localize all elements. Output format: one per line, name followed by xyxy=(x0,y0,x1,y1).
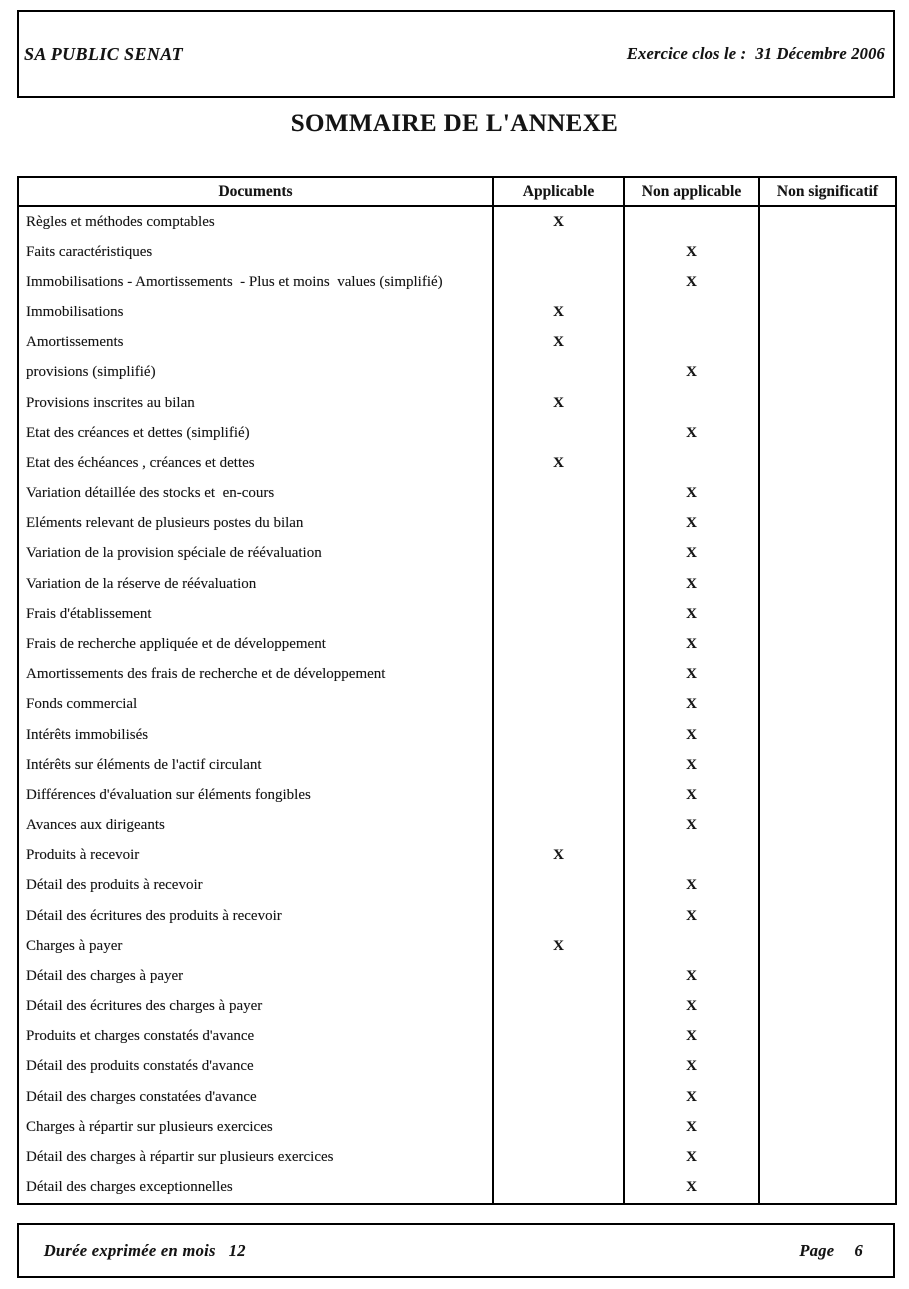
non-applicable-cell: X xyxy=(624,720,759,750)
table-row xyxy=(18,1022,896,1052)
non-applicable-cell: X xyxy=(624,780,759,810)
annex-summary-table xyxy=(17,176,897,1205)
page-info xyxy=(782,1221,863,1281)
non-applicable-cell xyxy=(624,328,759,358)
non-significatif-cell xyxy=(759,358,896,388)
document-cell: Détail des écritures des produits à recevoir xyxy=(18,901,493,931)
document-cell: Détail des écritures des charges à payer xyxy=(18,991,493,1021)
applicable-cell xyxy=(493,569,624,599)
document-cell: Faits caractéristiques xyxy=(18,237,493,267)
applicable-cell xyxy=(493,660,624,690)
applicable-cell xyxy=(493,1173,624,1204)
col-header-documents: Documents xyxy=(18,177,493,206)
table-row xyxy=(18,660,896,690)
non-significatif-cell xyxy=(759,539,896,569)
non-significatif-cell xyxy=(759,720,896,750)
non-applicable-cell: X xyxy=(624,1142,759,1172)
non-significatif-cell xyxy=(759,780,896,810)
table-row xyxy=(18,388,896,418)
table-row xyxy=(18,961,896,991)
non-applicable-cell: X xyxy=(624,750,759,780)
document-cell: Amortissements xyxy=(18,328,493,358)
table-row xyxy=(18,298,896,328)
applicable-cell xyxy=(493,358,624,388)
non-significatif-cell xyxy=(759,690,896,720)
page-number: 6 xyxy=(854,1240,863,1260)
document-cell: Avances aux dirigeants xyxy=(18,810,493,840)
applicable-cell: X xyxy=(493,931,624,961)
applicable-cell xyxy=(493,629,624,659)
table-row xyxy=(18,328,896,358)
duration-label: Durée exprimée en mois xyxy=(43,1240,216,1260)
document-cell: Amortissements des frais de recherche et de développement xyxy=(18,660,493,690)
non-significatif-cell xyxy=(759,629,896,659)
non-significatif-cell xyxy=(759,418,896,448)
applicable-cell xyxy=(493,1112,624,1142)
table-row xyxy=(18,690,896,720)
applicable-cell xyxy=(493,267,624,297)
non-applicable-cell: X xyxy=(624,810,759,840)
document-cell: Etat des créances et dettes (simplifié) xyxy=(18,418,493,448)
page-label: Page xyxy=(799,1240,835,1260)
non-applicable-cell: X xyxy=(624,267,759,297)
non-significatif-cell xyxy=(759,479,896,509)
footer-box xyxy=(17,1223,895,1278)
non-significatif-cell xyxy=(759,961,896,991)
document-cell: Règles et méthodes comptables xyxy=(18,206,493,237)
applicable-cell xyxy=(493,690,624,720)
table-row xyxy=(18,539,896,569)
document-cell: Fonds commercial xyxy=(18,690,493,720)
table-row xyxy=(18,750,896,780)
table-row xyxy=(18,1112,896,1142)
document-cell: Charges à répartir sur plusieurs exercices xyxy=(18,1112,493,1142)
non-significatif-cell xyxy=(759,267,896,297)
table-row xyxy=(18,1173,896,1204)
document-cell: Détail des charges à répartir sur plusieurs exercices xyxy=(18,1142,493,1172)
non-significatif-cell xyxy=(759,1142,896,1172)
applicable-cell: X xyxy=(493,298,624,328)
non-significatif-cell xyxy=(759,991,896,1021)
table-row xyxy=(18,418,896,448)
non-applicable-cell xyxy=(624,448,759,478)
document-cell: Produits à recevoir xyxy=(18,841,493,871)
page-title: SOMMAIRE DE L'ANNEXE xyxy=(290,110,619,137)
non-significatif-cell xyxy=(759,1022,896,1052)
document-cell: Intérêts immobilisés xyxy=(18,720,493,750)
non-applicable-cell: X xyxy=(624,660,759,690)
table-row xyxy=(18,901,896,931)
non-applicable-cell: X xyxy=(624,901,759,931)
table-row xyxy=(18,780,896,810)
document-cell: Charges à payer xyxy=(18,931,493,961)
non-significatif-cell xyxy=(759,901,896,931)
table-row xyxy=(18,267,896,297)
applicable-cell xyxy=(493,810,624,840)
applicable-cell xyxy=(493,1022,624,1052)
company-name: SA PUBLIC SENAT xyxy=(24,43,184,64)
document-cell: Détail des charges à payer xyxy=(18,961,493,991)
fiscal-year-end xyxy=(610,24,886,84)
duration-value: 12 xyxy=(228,1240,246,1260)
non-applicable-cell: X xyxy=(624,1112,759,1142)
non-applicable-cell xyxy=(624,931,759,961)
non-significatif-cell xyxy=(759,509,896,539)
non-applicable-cell: X xyxy=(624,358,759,388)
non-applicable-cell: X xyxy=(624,509,759,539)
applicable-cell xyxy=(493,780,624,810)
non-significatif-cell xyxy=(759,388,896,418)
non-applicable-cell xyxy=(624,298,759,328)
non-significatif-cell xyxy=(759,871,896,901)
table-row xyxy=(18,448,896,478)
non-significatif-cell xyxy=(759,328,896,358)
non-applicable-cell: X xyxy=(624,1173,759,1204)
document-cell: Variation de la réserve de réévaluation xyxy=(18,569,493,599)
applicable-cell xyxy=(493,509,624,539)
non-significatif-cell xyxy=(759,1112,896,1142)
applicable-cell xyxy=(493,418,624,448)
non-significatif-cell xyxy=(759,1052,896,1082)
non-significatif-cell xyxy=(759,660,896,690)
table-row xyxy=(18,509,896,539)
document-cell: Intérêts sur éléments de l'actif circulant xyxy=(18,750,493,780)
table-row xyxy=(18,841,896,871)
non-significatif-cell xyxy=(759,810,896,840)
non-applicable-cell xyxy=(624,388,759,418)
document-cell: Variation détaillée des stocks et en-cours xyxy=(18,479,493,509)
applicable-cell: X xyxy=(493,841,624,871)
non-significatif-cell xyxy=(759,1082,896,1112)
document-cell: Détail des charges exceptionnelles xyxy=(18,1173,493,1204)
non-applicable-cell: X xyxy=(624,991,759,1021)
col-header-applicable: Applicable xyxy=(493,177,624,206)
non-significatif-cell xyxy=(759,206,896,237)
document-cell: Variation de la provision spéciale de réévaluation xyxy=(18,539,493,569)
applicable-cell xyxy=(493,1142,624,1172)
applicable-cell xyxy=(493,1052,624,1082)
non-applicable-cell: X xyxy=(624,1022,759,1052)
applicable-cell xyxy=(493,1082,624,1112)
non-significatif-cell xyxy=(759,841,896,871)
non-significatif-cell xyxy=(759,599,896,629)
non-significatif-cell xyxy=(759,237,896,267)
applicable-cell: X xyxy=(493,328,624,358)
table-row xyxy=(18,206,896,237)
non-applicable-cell: X xyxy=(624,237,759,267)
table-row xyxy=(18,629,896,659)
document-cell: provisions (simplifié) xyxy=(18,358,493,388)
document-cell: Frais d'établissement xyxy=(18,599,493,629)
non-applicable-cell: X xyxy=(624,599,759,629)
applicable-cell: X xyxy=(493,448,624,478)
document-cell: Immobilisations xyxy=(18,298,493,328)
fiscal-year-end-label: Exercice clos le : xyxy=(626,44,747,63)
table-row xyxy=(18,479,896,509)
duration-info xyxy=(26,1221,246,1281)
non-applicable-cell xyxy=(624,206,759,237)
applicable-cell xyxy=(493,991,624,1021)
applicable-cell xyxy=(493,901,624,931)
applicable-cell xyxy=(493,479,624,509)
col-header-non-significatif: Non significatif xyxy=(759,177,896,206)
non-applicable-cell: X xyxy=(624,569,759,599)
non-applicable-cell: X xyxy=(624,871,759,901)
non-applicable-cell: X xyxy=(624,539,759,569)
table-row xyxy=(18,1052,896,1082)
non-applicable-cell: X xyxy=(624,1052,759,1082)
document-cell: Détail des charges constatées d'avance xyxy=(18,1082,493,1112)
non-applicable-cell: X xyxy=(624,1082,759,1112)
document-cell: Produits et charges constatés d'avance xyxy=(18,1022,493,1052)
document-cell: Détail des produits à recevoir xyxy=(18,871,493,901)
non-applicable-cell xyxy=(624,841,759,871)
non-significatif-cell xyxy=(759,569,896,599)
document-cell: Eléments relevant de plusieurs postes du bilan xyxy=(18,509,493,539)
document-cell: Différences d'évaluation sur éléments fongibles xyxy=(18,780,493,810)
non-applicable-cell: X xyxy=(624,479,759,509)
applicable-cell xyxy=(493,961,624,991)
non-significatif-cell xyxy=(759,931,896,961)
non-applicable-cell: X xyxy=(624,418,759,448)
applicable-cell xyxy=(493,871,624,901)
table-body xyxy=(18,206,896,1204)
applicable-cell xyxy=(493,599,624,629)
applicable-cell: X xyxy=(493,388,624,418)
col-header-non-applicable: Non applicable xyxy=(624,177,759,206)
applicable-cell: X xyxy=(493,206,624,237)
non-significatif-cell xyxy=(759,1173,896,1204)
table-row xyxy=(18,871,896,901)
document-cell: Détail des produits constatés d'avance xyxy=(18,1052,493,1082)
applicable-cell xyxy=(493,539,624,569)
non-applicable-cell: X xyxy=(624,690,759,720)
table-row xyxy=(18,1082,896,1112)
fiscal-year-end-date: 31 Décembre 2006 xyxy=(755,44,885,63)
table-row xyxy=(18,991,896,1021)
table-row xyxy=(18,720,896,750)
document-cell: Immobilisations - Amortissements - Plus et moins values (simplifié) xyxy=(18,267,493,297)
table-row xyxy=(18,1142,896,1172)
non-applicable-cell: X xyxy=(624,961,759,991)
table-row xyxy=(18,599,896,629)
table-row xyxy=(18,810,896,840)
table-row xyxy=(18,931,896,961)
table-row xyxy=(18,358,896,388)
non-significatif-cell xyxy=(759,750,896,780)
non-significatif-cell xyxy=(759,298,896,328)
document-cell: Frais de recherche appliquée et de développement xyxy=(18,629,493,659)
table-row xyxy=(18,569,896,599)
table-row xyxy=(18,237,896,267)
applicable-cell xyxy=(493,237,624,267)
applicable-cell xyxy=(493,750,624,780)
header-box xyxy=(17,10,895,98)
non-applicable-cell: X xyxy=(624,629,759,659)
document-cell: Etat des échéances , créances et dettes xyxy=(18,448,493,478)
document-cell: Provisions inscrites au bilan xyxy=(18,388,493,418)
table-header-row xyxy=(18,177,896,206)
applicable-cell xyxy=(493,720,624,750)
non-significatif-cell xyxy=(759,448,896,478)
